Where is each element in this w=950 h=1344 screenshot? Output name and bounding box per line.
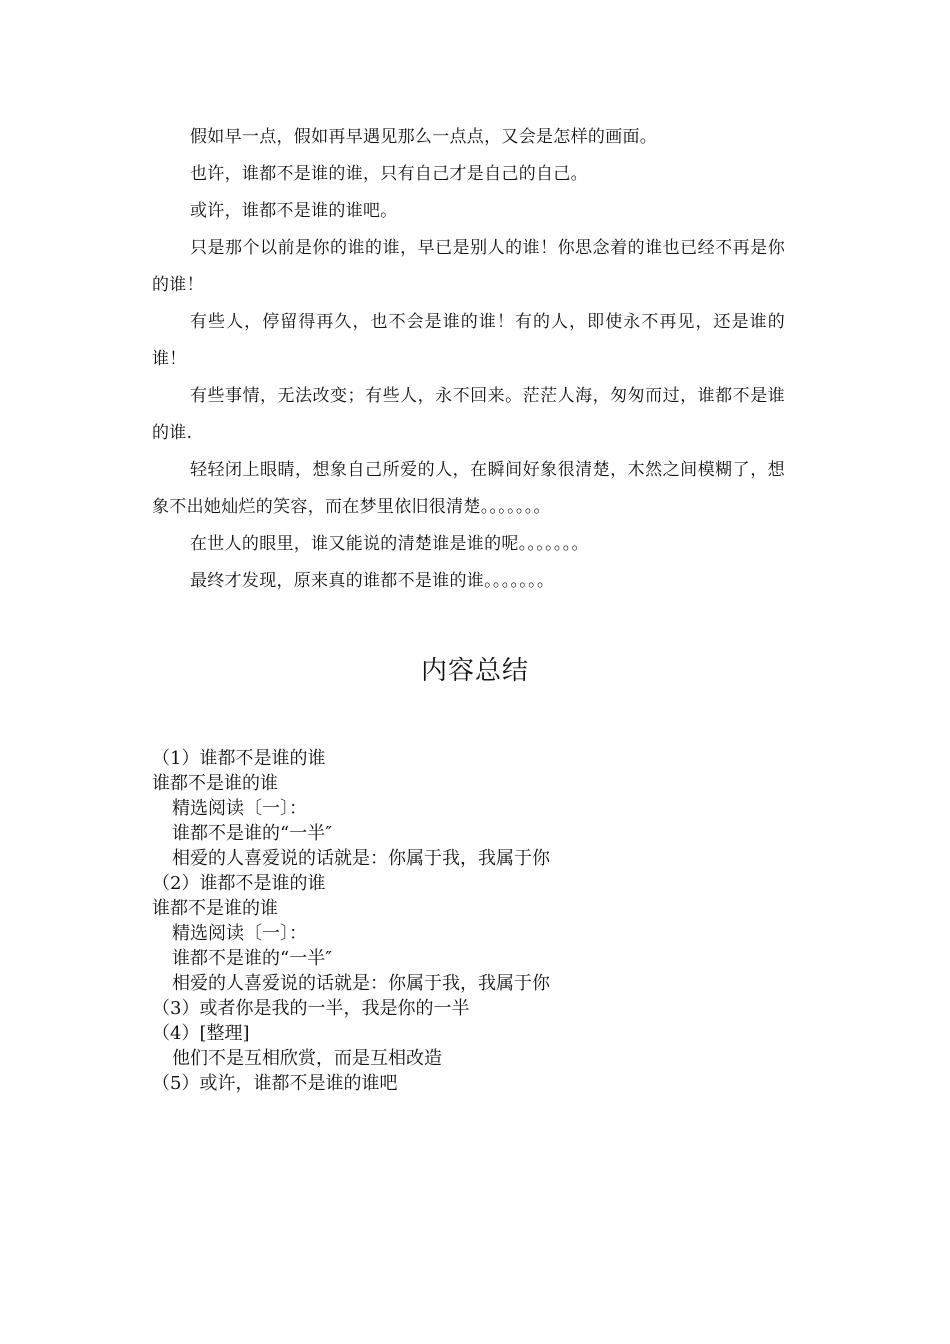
paragraph: 有些事情，无法改变；有些人，永不回来。茫茫人海，匆匆而过，谁都不是谁的谁. (152, 386, 785, 443)
body-text (152, 119, 785, 600)
summary-line: （5）或许，谁都不是谁的谁吧 (152, 1073, 398, 1094)
paragraph: 只是那个以前是你的谁的谁，早已是别人的谁！你思念着的谁也已经不再是你的谁！ (152, 238, 785, 295)
summary-line: 相爱的人喜爱说的话就是：你属于我，我属于你 (172, 848, 550, 869)
summary-line: 精选阅读〔一〕： (172, 798, 307, 819)
summary-line: （3）或者你是我的一半，我是你的一半 (152, 998, 470, 1019)
summary-title: 内容总结 (420, 656, 529, 686)
summary-line: 相爱的人喜爱说的话就是：你属于我，我属于你 (172, 973, 550, 994)
paragraph: 也许，谁都不是谁的谁，只有自己才是自己的自己。 (190, 164, 588, 184)
summary-line: 谁都不是谁的谁 (152, 773, 278, 794)
paragraph: 有些人，停留得再久，也不会是谁的谁！有的人，即使永不再见，还是谁的谁！ (152, 312, 785, 369)
summary-line: 谁都不是谁的“一半″ (172, 948, 332, 969)
summary-list (152, 746, 812, 1096)
summary-line: 谁都不是谁的谁 (152, 898, 278, 919)
paragraph: 假如早一点，假如再早遇见那么一点点，又会是怎样的画面。 (190, 127, 658, 147)
summary-line: （4）[整理] (152, 1023, 250, 1044)
paragraph: 最终才发现，原来真的谁都不是谁的谁。。。。。。。 (190, 571, 555, 591)
paragraph: 在世人的眼里，谁又能说的清楚谁是谁的呢。。。。。。。 (190, 534, 589, 554)
summary-line: 精选阅读〔一〕： (172, 923, 307, 944)
paragraph: 或许，谁都不是谁的谁吧。 (190, 201, 398, 221)
paragraph: 轻轻闭上眼睛，想象自己所爱的人，在瞬间好象很清楚，木然之间模糊了，想象不出她灿烂的笑容，而在梦里依旧很清楚。。。。。。。 (152, 460, 785, 517)
summary-line: 谁都不是谁的“一半″ (172, 823, 332, 844)
summary-line: （2）谁都不是谁的谁 (152, 873, 326, 894)
summary-line: （1）谁都不是谁的谁 (152, 748, 326, 769)
summary-line: 他们不是互相欣赏，而是互相改造 (172, 1048, 442, 1069)
